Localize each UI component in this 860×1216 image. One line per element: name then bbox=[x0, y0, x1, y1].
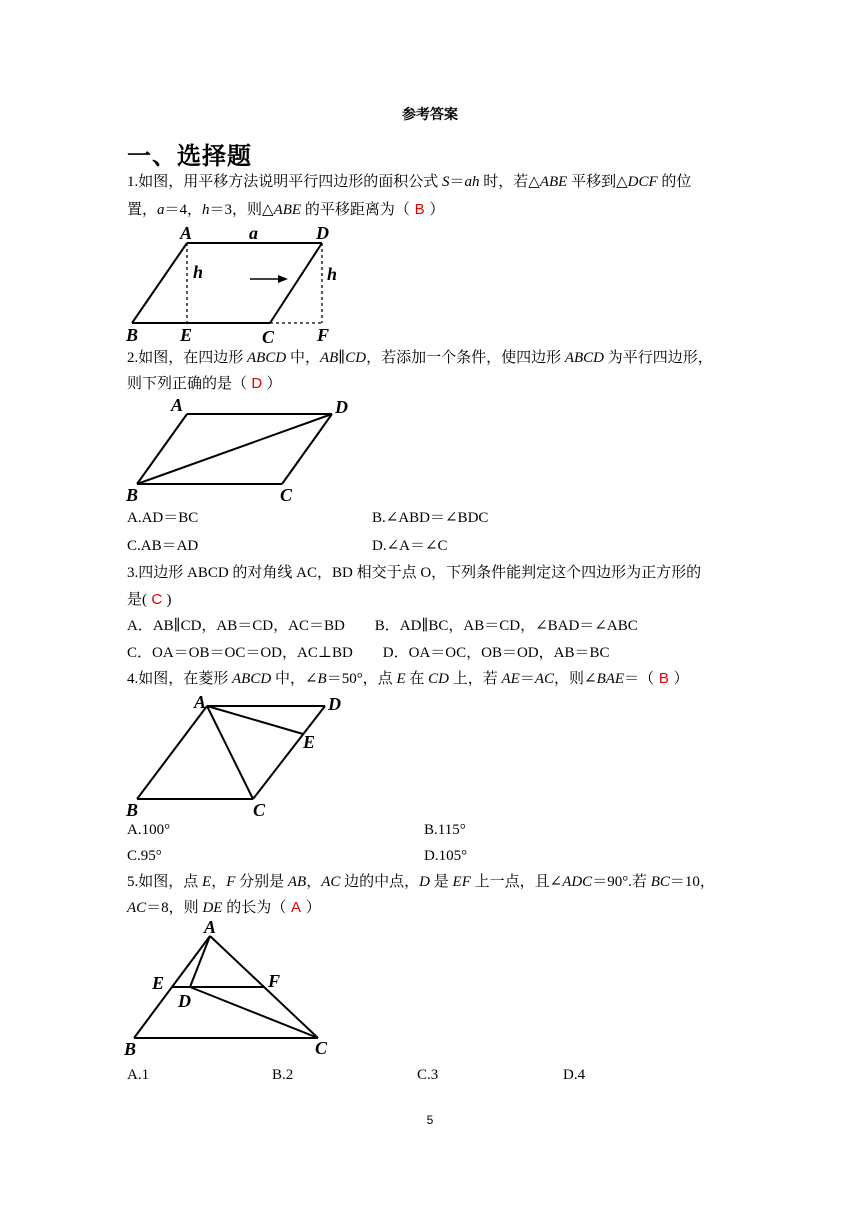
q1-label-c: C bbox=[262, 327, 275, 347]
q2-label-c: C bbox=[280, 485, 293, 505]
q5-label-a: A bbox=[204, 917, 217, 937]
q1-label-f: F bbox=[317, 325, 330, 345]
q1-label-h-right: h bbox=[327, 264, 338, 284]
section-heading: 一、选择题 bbox=[127, 142, 252, 170]
q5-label-b: B bbox=[124, 1039, 137, 1059]
q2-label-a: A bbox=[171, 395, 184, 415]
q2-label-b: B bbox=[126, 485, 139, 505]
q2-option-b: B.∠ABD＝∠BDC bbox=[372, 510, 489, 526]
q5-option-c: C.3 bbox=[417, 1067, 439, 1083]
q1-line2: 置，a＝4，h＝3，则△ABE 的平移距离为（ B ） bbox=[127, 201, 445, 218]
q1-label-d: D bbox=[316, 223, 329, 243]
q2-label-d: D bbox=[335, 397, 348, 417]
q5-label-d: D bbox=[178, 991, 191, 1011]
q4-label-a: A bbox=[194, 692, 207, 712]
q5-option-d: D.4 bbox=[563, 1067, 586, 1083]
q4-segment-ae bbox=[207, 706, 303, 734]
q3-line2: 是( C ) bbox=[127, 591, 172, 608]
q3-answer: C bbox=[151, 591, 163, 608]
q5-line1: 5.如图，点 E，F 分别是 AB，AC 边的中点，D 是 EF 上一点，且∠ADC＝90°.若 BC＝10， bbox=[127, 874, 715, 890]
q4-line1: 4.如图，在菱形 ABCD 中，∠B＝50°，点 E 在 CD 上，若 AE＝AC，则∠BAE＝（ B ） bbox=[127, 670, 689, 687]
q2-side-ab bbox=[137, 414, 187, 484]
q1-side-dc bbox=[270, 243, 322, 323]
q2-answer: D bbox=[251, 375, 263, 392]
q5-answer: A bbox=[290, 899, 301, 916]
q2-figure bbox=[120, 394, 360, 506]
q5-label-f: F bbox=[268, 971, 281, 991]
q5-segment-ad bbox=[190, 936, 210, 987]
q4-segment-ac bbox=[207, 706, 253, 799]
q4-option-b: B.115° bbox=[424, 822, 466, 838]
q4-option-c: C.95° bbox=[127, 848, 162, 864]
q3-options-cd: C．OA＝OB＝OC＝OD，AC⊥BD D．OA＝OC，OB＝OD，AB＝BC bbox=[127, 645, 610, 661]
q2-option-a: A.AD＝BC bbox=[127, 510, 199, 526]
q4-label-b: B bbox=[126, 800, 139, 820]
q1-side-ab bbox=[132, 243, 187, 323]
q4-answer: B bbox=[658, 670, 669, 687]
q2-option-c: C.AB＝AD bbox=[127, 538, 199, 554]
q3-options-ab: A．AB∥CD，AB＝CD，AC＝BD B．AD∥BC，AB＝CD，∠BAD＝∠ABC bbox=[127, 618, 638, 634]
q4-option-d: D.105° bbox=[424, 848, 468, 864]
q5-label-e: E bbox=[152, 973, 165, 993]
q1-figure bbox=[120, 222, 350, 347]
q1-label-b: B bbox=[126, 325, 139, 345]
q2-diagonal-bd bbox=[137, 414, 332, 484]
q4-side-ab bbox=[137, 706, 207, 799]
page-number: 5 bbox=[426, 1113, 434, 1127]
q2-side-dc bbox=[282, 414, 332, 484]
q1-arrow-head bbox=[278, 275, 288, 283]
q4-figure bbox=[120, 690, 360, 820]
q2-option-d: D.∠A＝∠C bbox=[372, 538, 448, 554]
q2-line1: 2.如图，在四边形 ABCD 中，AB∥CD，若添加一个条件，使四边形 ABCD 为平行四边形， bbox=[127, 350, 713, 366]
q1-label-e: E bbox=[180, 325, 193, 345]
q1-label-a-lower: a bbox=[249, 223, 258, 243]
q1-answer: B bbox=[414, 201, 425, 218]
q5-segment-dc bbox=[190, 987, 318, 1038]
q5-line2: AC＝8，则 DE 的长为（ A ） bbox=[127, 899, 321, 916]
q4-label-e: E bbox=[303, 732, 316, 752]
q1-label-a: A bbox=[180, 223, 193, 243]
q4-option-a: A.100° bbox=[127, 822, 171, 838]
q4-side-dc bbox=[253, 706, 325, 799]
q5-label-c: C bbox=[315, 1038, 328, 1058]
q4-label-d: D bbox=[328, 694, 341, 714]
q5-option-b: B.2 bbox=[272, 1067, 294, 1083]
q5-figure bbox=[120, 918, 340, 1063]
q1-label-h-left: h bbox=[193, 262, 204, 282]
page-title: 参考答案 bbox=[402, 107, 458, 123]
q3-line1: 3.四边形 ABCD 的对角线 AC，BD 相交于点 O，下列条件能判定这个四边形为正方形的 bbox=[127, 565, 702, 581]
q2-line2: 则下列正确的是（ D ） bbox=[127, 375, 282, 392]
q5-option-a: A.1 bbox=[127, 1067, 150, 1083]
q4-label-c: C bbox=[253, 800, 266, 820]
q1-line1: 1.如图，用平移方法说明平行四边形的面积公式 S＝ah 时，若△ABE 平移到△DCF 的位 bbox=[127, 174, 692, 190]
